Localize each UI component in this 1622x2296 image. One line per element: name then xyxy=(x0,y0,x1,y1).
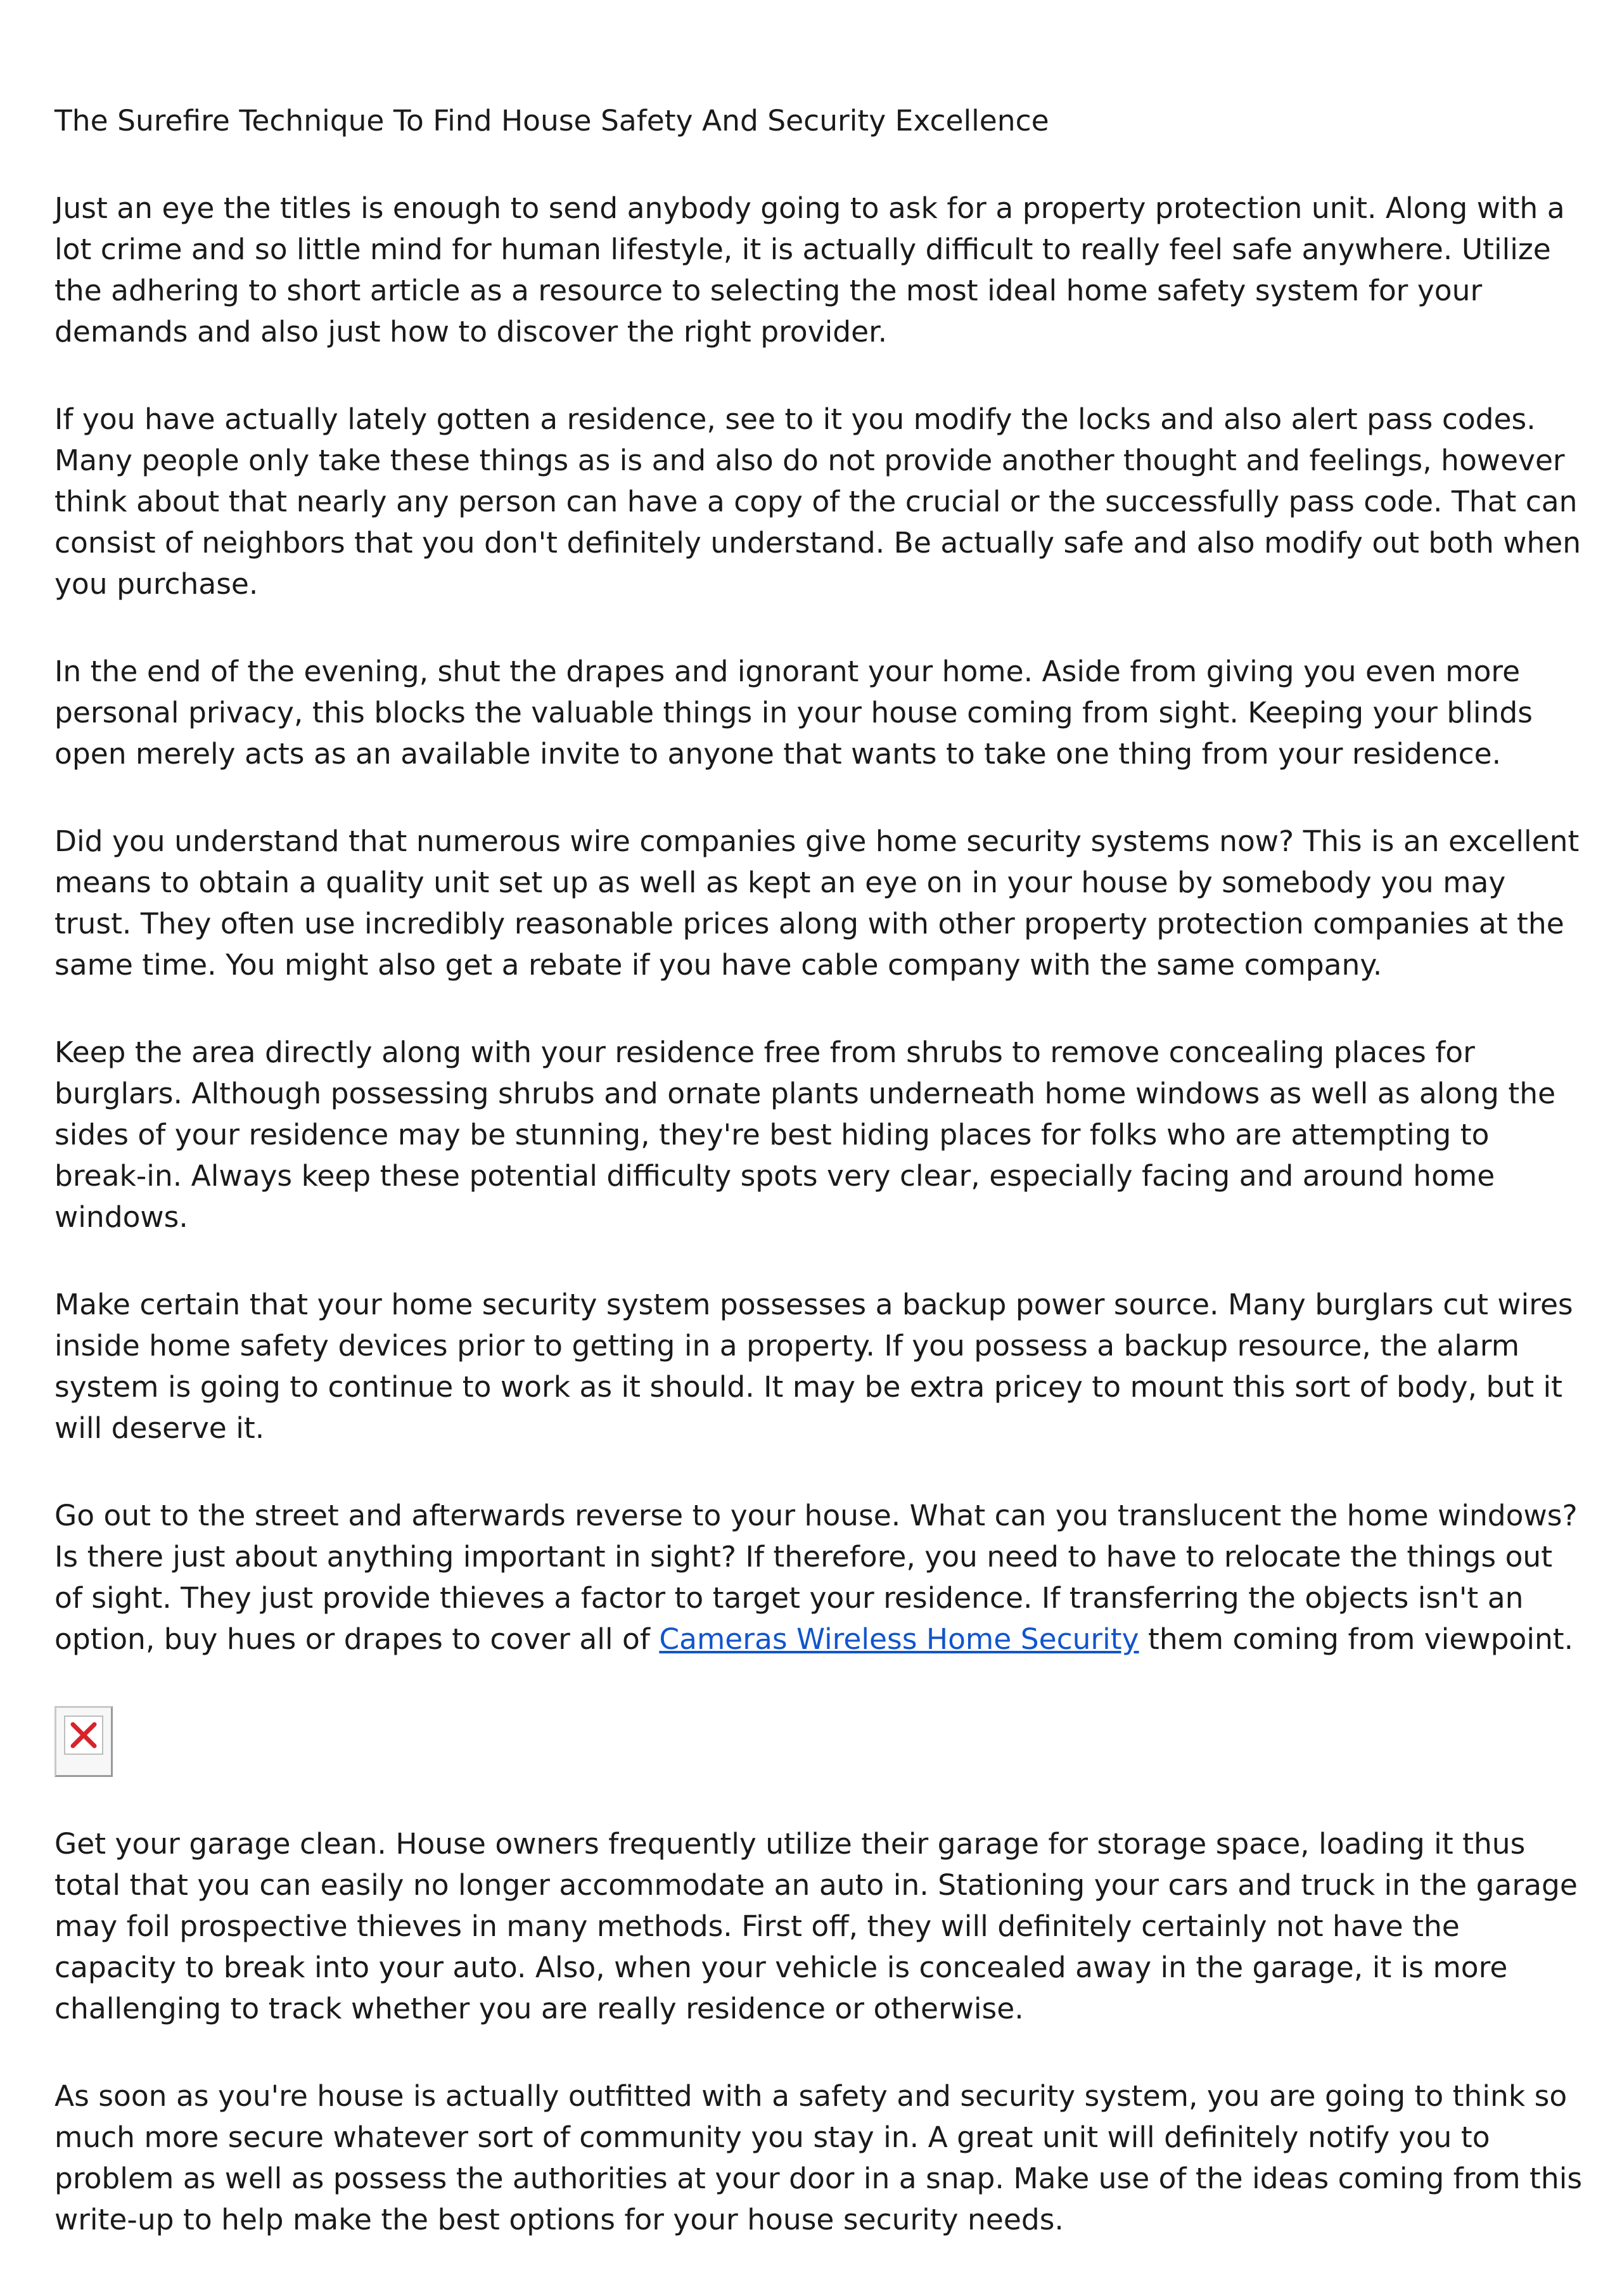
paragraph-intro: Just an eye the titles is enough to send anybody going to ask for a property protection unit. Along with a lot crime and so little mind for human lifestyle, it is actually difficult to really feel safe anywhere. Utilize the adhering to short article as a resource to selecting the most ideal home safety system for your demands and also just how to discover the right provider. xyxy=(54,191,1565,349)
paragraph-conclusion: As soon as you're house is actually outfitted with a safety and security system, you are going to think so much more secure whatever sort of community you stay in. A great unit will definitely notify you to problem as well as possess the authorities at your door in a snap. Make use of the ideas coming from this write-up to help make the best options for your house security needs. xyxy=(54,2079,1583,2236)
paragraph-street-view xyxy=(54,1495,1588,1660)
paragraph-backup-power: Make certain that your home security system possesses a backup power source. Many burglars cut wires inside home safety devices prior to getting in a property. If you possess a backup resource, the alarm system is going to continue to work as it should. It may be extra pricey to mount this sort of body, but it will deserve it. xyxy=(54,1288,1573,1445)
broken-image-icon xyxy=(54,1706,113,1777)
paragraph-shrubs: Keep the area directly along with your residence free from shrubs to remove concealing places for burglars. Although possessing shrubs and ornate plants underneath home windows as well as along the sides of your residence may be stunning, they're best hiding places for folks who are attempting to break-in. Always keep these potential difficulty spots very clear, especially facing and around home windows. xyxy=(54,1036,1556,1234)
paragraph-garage: Get your garage clean. House owners frequently utilize their garage for storage space, loading it thus total that you can easily no longer accommodate an auto in. Stationing your cars and truck in the garage may foil prospective thieves in many methods. First off, they will definitely certainly not have the capacity to break into your auto. Also, when your vehicle is concealed away in the garage, it is more challenging to track whether you are really residence or otherwise. xyxy=(54,1827,1578,2025)
paragraph-cable-companies: Did you understand that numerous wire companies give home security systems now? This is an excellent means to obtain a quality unit set up as well as kept an eye on in your house by somebody you may trust. They often use incredibly reasonable prices along with other property protection companies at the same time. You might also get a rebate if you have cable company with the same company. xyxy=(54,824,1580,982)
document-page xyxy=(54,100,1588,2286)
document-title: The Surefire Technique To Find House Safety And Security Excellence xyxy=(54,104,1049,138)
paragraph-locks: If you have actually lately gotten a residence, see to it you modify the locks and also alert pass codes. Many people only take these things as is and also do not provide another thought and feelings, however think about that nearly any person can have a copy of the crucial or the successfully pass code. That can consist of neighbors that you don't definitely understand. Be actually safe and also modify out both when you purchase. xyxy=(54,402,1581,601)
paragraph-text-after-link: them coming from viewpoint. xyxy=(1139,1622,1574,1656)
paragraph-drapes: In the end of the evening, shut the drapes and ignorant your home. Aside from giving you even more personal privacy, this blocks the valuable things in your house coming from sight. Keeping your blinds open merely acts as an available invite to anyone that wants to take one thing from your residence. xyxy=(54,655,1533,771)
paragraph-text-before-link: Go out to the street and afterwards reverse to your house. What can you translucent the home windows? Is there just about anything important in sight? If therefore, you need to have to relocate the things out of sight. They just provide thieves a factor to target your residence. If transferring the objects isn't an option, buy hues or drapes to cover all of xyxy=(54,1499,1578,1656)
cameras-wireless-home-security-link[interactable]: Cameras Wireless Home Security xyxy=(659,1622,1139,1656)
image-error-x-icon xyxy=(63,1714,105,1756)
